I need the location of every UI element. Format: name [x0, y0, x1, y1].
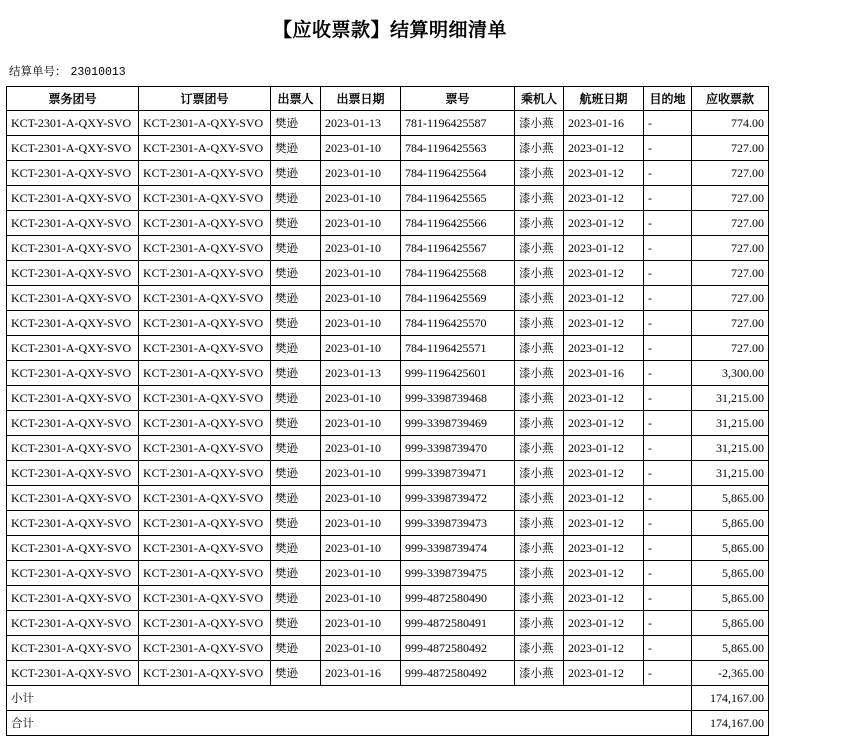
cell-passenger: 漆小燕	[515, 386, 564, 411]
cell-ticket-group-no: KCT-2301-A-QXY-SVO	[7, 211, 139, 236]
cell-receivable: 5,865.00	[692, 561, 769, 586]
cell-booking-group-no: KCT-2301-A-QXY-SVO	[139, 211, 271, 236]
cell-issuer: 樊逊	[271, 336, 321, 361]
cell-issue-date: 2023-01-10	[321, 586, 401, 611]
cell-issuer: 樊逊	[271, 636, 321, 661]
cell-ticket-group-no: KCT-2301-A-QXY-SVO	[7, 161, 139, 186]
cell-ticket-group-no: KCT-2301-A-QXY-SVO	[7, 586, 139, 611]
cell-flight-date: 2023-01-12	[564, 561, 644, 586]
cell-destination: -	[644, 461, 692, 486]
cell-receivable: 31,215.00	[692, 461, 769, 486]
cell-ticket-no: 999-3398739469	[401, 411, 515, 436]
table-row	[7, 561, 769, 586]
cell-receivable: 727.00	[692, 311, 769, 336]
cell-receivable: 31,215.00	[692, 386, 769, 411]
column-header-passenger: 乘机人	[515, 87, 564, 111]
total-label: 合计	[7, 711, 692, 736]
cell-passenger: 漆小燕	[515, 436, 564, 461]
cell-flight-date: 2023-01-12	[564, 186, 644, 211]
cell-receivable: 5,865.00	[692, 536, 769, 561]
table-row	[7, 261, 769, 286]
cell-booking-group-no: KCT-2301-A-QXY-SVO	[139, 411, 271, 436]
cell-ticket-no: 784-1196425567	[401, 236, 515, 261]
cell-receivable: 727.00	[692, 186, 769, 211]
cell-booking-group-no: KCT-2301-A-QXY-SVO	[139, 361, 271, 386]
cell-destination: -	[644, 186, 692, 211]
cell-issue-date: 2023-01-13	[321, 111, 401, 136]
subtotal-row	[7, 686, 769, 711]
cell-receivable: 31,215.00	[692, 436, 769, 461]
cell-issue-date: 2023-01-10	[321, 636, 401, 661]
cell-passenger: 漆小燕	[515, 586, 564, 611]
cell-issuer: 樊逊	[271, 311, 321, 336]
cell-booking-group-no: KCT-2301-A-QXY-SVO	[139, 561, 271, 586]
table-row	[7, 461, 769, 486]
cell-destination: -	[644, 611, 692, 636]
cell-receivable: 5,865.00	[692, 486, 769, 511]
cell-issue-date: 2023-01-10	[321, 536, 401, 561]
cell-flight-date: 2023-01-12	[564, 311, 644, 336]
cell-issuer: 樊逊	[271, 136, 321, 161]
cell-ticket-no: 999-4872580491	[401, 611, 515, 636]
cell-issue-date: 2023-01-10	[321, 386, 401, 411]
cell-ticket-group-no: KCT-2301-A-QXY-SVO	[7, 236, 139, 261]
cell-passenger: 漆小燕	[515, 286, 564, 311]
cell-flight-date: 2023-01-12	[564, 636, 644, 661]
cell-receivable: 5,865.00	[692, 611, 769, 636]
cell-passenger: 漆小燕	[515, 336, 564, 361]
cell-destination: -	[644, 386, 692, 411]
cell-ticket-group-no: KCT-2301-A-QXY-SVO	[7, 261, 139, 286]
cell-booking-group-no: KCT-2301-A-QXY-SVO	[139, 536, 271, 561]
total-row	[7, 711, 769, 736]
settlement-number-value: 23010013	[70, 66, 126, 79]
table-row	[7, 661, 769, 686]
cell-issuer: 樊逊	[271, 211, 321, 236]
cell-ticket-no: 999-4872580490	[401, 586, 515, 611]
cell-issuer: 樊逊	[271, 536, 321, 561]
cell-ticket-group-no: KCT-2301-A-QXY-SVO	[7, 186, 139, 211]
settlement-number-line	[9, 63, 126, 81]
cell-ticket-group-no: KCT-2301-A-QXY-SVO	[7, 486, 139, 511]
cell-ticket-group-no: KCT-2301-A-QXY-SVO	[7, 636, 139, 661]
cell-issuer: 樊逊	[271, 286, 321, 311]
cell-ticket-no: 999-4872580492	[401, 661, 515, 686]
cell-issue-date: 2023-01-10	[321, 236, 401, 261]
cell-flight-date: 2023-01-12	[564, 386, 644, 411]
cell-receivable: 727.00	[692, 211, 769, 236]
cell-ticket-group-no: KCT-2301-A-QXY-SVO	[7, 461, 139, 486]
table-row	[7, 511, 769, 536]
cell-ticket-no: 784-1196425564	[401, 161, 515, 186]
cell-receivable: 31,215.00	[692, 411, 769, 436]
table-row	[7, 361, 769, 386]
cell-ticket-no: 784-1196425563	[401, 136, 515, 161]
cell-destination: -	[644, 436, 692, 461]
table-row	[7, 136, 769, 161]
cell-passenger: 漆小燕	[515, 311, 564, 336]
cell-ticket-group-no: KCT-2301-A-QXY-SVO	[7, 111, 139, 136]
cell-issuer: 樊逊	[271, 261, 321, 286]
cell-receivable: 5,865.00	[692, 511, 769, 536]
cell-booking-group-no: KCT-2301-A-QXY-SVO	[139, 461, 271, 486]
table-row	[7, 611, 769, 636]
table-row	[7, 286, 769, 311]
cell-issuer: 樊逊	[271, 486, 321, 511]
cell-issue-date: 2023-01-10	[321, 161, 401, 186]
table-row	[7, 486, 769, 511]
cell-ticket-group-no: KCT-2301-A-QXY-SVO	[7, 561, 139, 586]
cell-issue-date: 2023-01-10	[321, 186, 401, 211]
cell-receivable: 727.00	[692, 161, 769, 186]
cell-issue-date: 2023-01-10	[321, 336, 401, 361]
cell-ticket-no: 784-1196425569	[401, 286, 515, 311]
cell-passenger: 漆小燕	[515, 561, 564, 586]
cell-destination: -	[644, 261, 692, 286]
cell-ticket-group-no: KCT-2301-A-QXY-SVO	[7, 336, 139, 361]
cell-issue-date: 2023-01-13	[321, 361, 401, 386]
cell-booking-group-no: KCT-2301-A-QXY-SVO	[139, 111, 271, 136]
cell-issue-date: 2023-01-10	[321, 611, 401, 636]
cell-ticket-no: 999-3398739475	[401, 561, 515, 586]
cell-ticket-group-no: KCT-2301-A-QXY-SVO	[7, 136, 139, 161]
cell-passenger: 漆小燕	[515, 211, 564, 236]
cell-receivable: 727.00	[692, 336, 769, 361]
cell-ticket-no: 784-1196425565	[401, 186, 515, 211]
cell-receivable: -2,365.00	[692, 661, 769, 686]
cell-destination: -	[644, 136, 692, 161]
cell-flight-date: 2023-01-12	[564, 661, 644, 686]
cell-destination: -	[644, 411, 692, 436]
column-header-issuer: 出票人	[271, 87, 321, 111]
table-row	[7, 336, 769, 361]
settlement-number-label: 结算单号：	[9, 64, 67, 78]
table-row	[7, 186, 769, 211]
cell-ticket-no: 784-1196425568	[401, 261, 515, 286]
cell-flight-date: 2023-01-12	[564, 486, 644, 511]
cell-issuer: 樊逊	[271, 586, 321, 611]
cell-passenger: 漆小燕	[515, 411, 564, 436]
cell-flight-date: 2023-01-12	[564, 536, 644, 561]
cell-passenger: 漆小燕	[515, 661, 564, 686]
cell-passenger: 漆小燕	[515, 486, 564, 511]
total-value: 174,167.00	[692, 711, 769, 736]
cell-issue-date: 2023-01-10	[321, 411, 401, 436]
cell-ticket-group-no: KCT-2301-A-QXY-SVO	[7, 411, 139, 436]
cell-receivable: 774.00	[692, 111, 769, 136]
cell-ticket-no: 781-1196425587	[401, 111, 515, 136]
cell-receivable: 5,865.00	[692, 636, 769, 661]
cell-receivable: 727.00	[692, 286, 769, 311]
cell-issuer: 樊逊	[271, 386, 321, 411]
cell-ticket-group-no: KCT-2301-A-QXY-SVO	[7, 661, 139, 686]
cell-passenger: 漆小燕	[515, 161, 564, 186]
cell-ticket-group-no: KCT-2301-A-QXY-SVO	[7, 311, 139, 336]
cell-passenger: 漆小燕	[515, 186, 564, 211]
cell-destination: -	[644, 311, 692, 336]
table-row	[7, 236, 769, 261]
cell-issue-date: 2023-01-10	[321, 461, 401, 486]
cell-issuer: 樊逊	[271, 111, 321, 136]
table-row	[7, 211, 769, 236]
cell-booking-group-no: KCT-2301-A-QXY-SVO	[139, 611, 271, 636]
cell-booking-group-no: KCT-2301-A-QXY-SVO	[139, 136, 271, 161]
cell-issue-date: 2023-01-10	[321, 311, 401, 336]
settlement-detail-table	[6, 86, 769, 736]
cell-ticket-no: 999-3398739471	[401, 461, 515, 486]
cell-ticket-group-no: KCT-2301-A-QXY-SVO	[7, 361, 139, 386]
cell-flight-date: 2023-01-12	[564, 411, 644, 436]
cell-passenger: 漆小燕	[515, 536, 564, 561]
table-body	[7, 111, 769, 686]
cell-booking-group-no: KCT-2301-A-QXY-SVO	[139, 311, 271, 336]
cell-ticket-no: 784-1196425566	[401, 211, 515, 236]
cell-destination: -	[644, 661, 692, 686]
cell-receivable: 5,865.00	[692, 586, 769, 611]
table-header-row	[7, 87, 769, 111]
cell-ticket-no: 999-3398739472	[401, 486, 515, 511]
column-header-ticket-group-no: 票务团号	[7, 87, 139, 111]
cell-issuer: 樊逊	[271, 611, 321, 636]
table-row	[7, 436, 769, 461]
cell-issuer: 樊逊	[271, 661, 321, 686]
cell-issue-date: 2023-01-10	[321, 436, 401, 461]
cell-passenger: 漆小燕	[515, 611, 564, 636]
cell-ticket-no: 784-1196425571	[401, 336, 515, 361]
document-title: 【应收票款】结算明细清单	[272, 19, 507, 41]
subtotal-label: 小计	[7, 686, 692, 711]
cell-destination: -	[644, 586, 692, 611]
cell-ticket-group-no: KCT-2301-A-QXY-SVO	[7, 511, 139, 536]
table-row	[7, 386, 769, 411]
cell-passenger: 漆小燕	[515, 136, 564, 161]
cell-issuer: 樊逊	[271, 436, 321, 461]
cell-booking-group-no: KCT-2301-A-QXY-SVO	[139, 636, 271, 661]
subtotal-value: 174,167.00	[692, 686, 769, 711]
cell-ticket-no: 999-3398739474	[401, 536, 515, 561]
cell-passenger: 漆小燕	[515, 236, 564, 261]
cell-flight-date: 2023-01-12	[564, 211, 644, 236]
cell-ticket-group-no: KCT-2301-A-QXY-SVO	[7, 436, 139, 461]
cell-flight-date: 2023-01-12	[564, 436, 644, 461]
cell-flight-date: 2023-01-12	[564, 161, 644, 186]
cell-destination: -	[644, 361, 692, 386]
cell-ticket-no: 999-3398739470	[401, 436, 515, 461]
cell-booking-group-no: KCT-2301-A-QXY-SVO	[139, 261, 271, 286]
cell-flight-date: 2023-01-12	[564, 236, 644, 261]
cell-destination: -	[644, 286, 692, 311]
table-row	[7, 161, 769, 186]
cell-passenger: 漆小燕	[515, 461, 564, 486]
cell-booking-group-no: KCT-2301-A-QXY-SVO	[139, 436, 271, 461]
cell-flight-date: 2023-01-12	[564, 336, 644, 361]
cell-destination: -	[644, 536, 692, 561]
table-row	[7, 411, 769, 436]
cell-ticket-no: 999-1196425601	[401, 361, 515, 386]
cell-destination: -	[644, 336, 692, 361]
cell-destination: -	[644, 486, 692, 511]
cell-booking-group-no: KCT-2301-A-QXY-SVO	[139, 386, 271, 411]
cell-destination: -	[644, 236, 692, 261]
cell-booking-group-no: KCT-2301-A-QXY-SVO	[139, 336, 271, 361]
cell-destination: -	[644, 211, 692, 236]
cell-receivable: 727.00	[692, 236, 769, 261]
cell-issuer: 樊逊	[271, 236, 321, 261]
cell-booking-group-no: KCT-2301-A-QXY-SVO	[139, 286, 271, 311]
table-row	[7, 636, 769, 661]
cell-destination: -	[644, 561, 692, 586]
column-header-destination: 目的地	[644, 87, 692, 111]
column-header-flight-date: 航班日期	[564, 87, 644, 111]
cell-booking-group-no: KCT-2301-A-QXY-SVO	[139, 661, 271, 686]
table-row	[7, 111, 769, 136]
cell-passenger: 漆小燕	[515, 511, 564, 536]
cell-issue-date: 2023-01-10	[321, 211, 401, 236]
cell-destination: -	[644, 111, 692, 136]
cell-booking-group-no: KCT-2301-A-QXY-SVO	[139, 236, 271, 261]
cell-receivable: 727.00	[692, 261, 769, 286]
cell-booking-group-no: KCT-2301-A-QXY-SVO	[139, 486, 271, 511]
cell-flight-date: 2023-01-12	[564, 586, 644, 611]
cell-booking-group-no: KCT-2301-A-QXY-SVO	[139, 161, 271, 186]
cell-issuer: 樊逊	[271, 161, 321, 186]
table-row	[7, 536, 769, 561]
cell-issue-date: 2023-01-16	[321, 661, 401, 686]
cell-issuer: 樊逊	[271, 511, 321, 536]
cell-flight-date: 2023-01-12	[564, 136, 644, 161]
cell-passenger: 漆小燕	[515, 261, 564, 286]
cell-passenger: 漆小燕	[515, 636, 564, 661]
cell-ticket-no: 784-1196425570	[401, 311, 515, 336]
cell-ticket-group-no: KCT-2301-A-QXY-SVO	[7, 536, 139, 561]
cell-issuer: 樊逊	[271, 411, 321, 436]
cell-ticket-group-no: KCT-2301-A-QXY-SVO	[7, 286, 139, 311]
cell-issue-date: 2023-01-10	[321, 136, 401, 161]
cell-issuer: 樊逊	[271, 461, 321, 486]
table-row	[7, 311, 769, 336]
column-header-receivable: 应收票款	[692, 87, 769, 111]
table-row	[7, 586, 769, 611]
cell-passenger: 漆小燕	[515, 111, 564, 136]
cell-receivable: 727.00	[692, 136, 769, 161]
cell-booking-group-no: KCT-2301-A-QXY-SVO	[139, 511, 271, 536]
cell-flight-date: 2023-01-16	[564, 361, 644, 386]
cell-ticket-group-no: KCT-2301-A-QXY-SVO	[7, 611, 139, 636]
cell-issue-date: 2023-01-10	[321, 486, 401, 511]
cell-ticket-no: 999-3398739473	[401, 511, 515, 536]
cell-booking-group-no: KCT-2301-A-QXY-SVO	[139, 186, 271, 211]
cell-destination: -	[644, 636, 692, 661]
column-header-issue-date: 出票日期	[321, 87, 401, 111]
cell-ticket-no: 999-4872580492	[401, 636, 515, 661]
column-header-booking-group-no: 订票团号	[139, 87, 271, 111]
cell-issue-date: 2023-01-10	[321, 261, 401, 286]
cell-flight-date: 2023-01-12	[564, 286, 644, 311]
cell-issue-date: 2023-01-10	[321, 511, 401, 536]
cell-issue-date: 2023-01-10	[321, 561, 401, 586]
cell-flight-date: 2023-01-12	[564, 511, 644, 536]
cell-ticket-no: 999-3398739468	[401, 386, 515, 411]
cell-issue-date: 2023-01-10	[321, 286, 401, 311]
cell-flight-date: 2023-01-16	[564, 111, 644, 136]
cell-issuer: 樊逊	[271, 361, 321, 386]
cell-passenger: 漆小燕	[515, 361, 564, 386]
cell-issuer: 樊逊	[271, 186, 321, 211]
cell-ticket-group-no: KCT-2301-A-QXY-SVO	[7, 386, 139, 411]
cell-receivable: 3,300.00	[692, 361, 769, 386]
cell-issuer: 樊逊	[271, 561, 321, 586]
cell-destination: -	[644, 511, 692, 536]
cell-booking-group-no: KCT-2301-A-QXY-SVO	[139, 586, 271, 611]
column-header-ticket-no: 票号	[401, 87, 515, 111]
cell-flight-date: 2023-01-12	[564, 611, 644, 636]
cell-flight-date: 2023-01-12	[564, 461, 644, 486]
cell-destination: -	[644, 161, 692, 186]
cell-flight-date: 2023-01-12	[564, 261, 644, 286]
